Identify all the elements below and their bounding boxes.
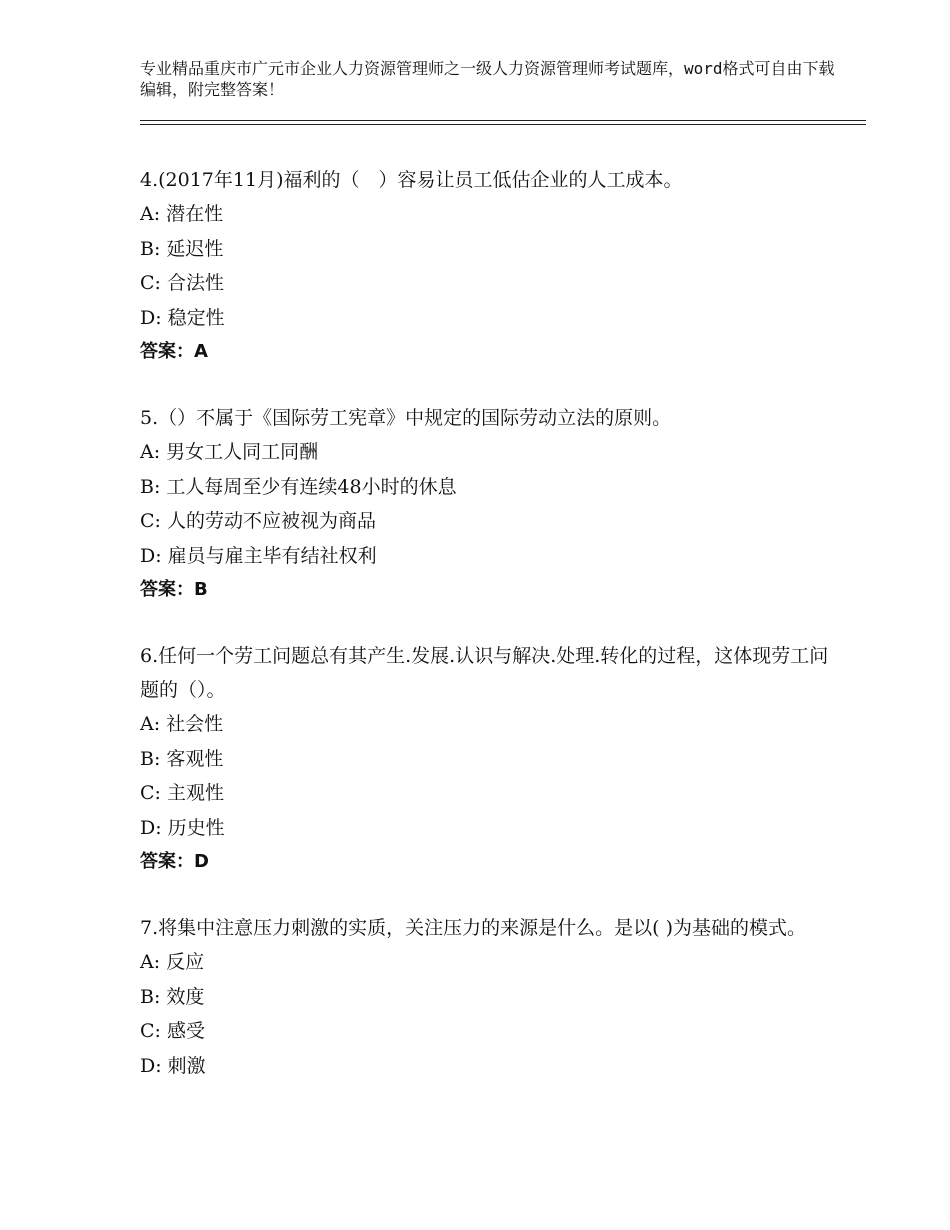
document-header [140, 58, 840, 100]
option-d: D: 雇员与雇主毕有结社权利 [140, 544, 377, 567]
option-c: C: 主观性 [140, 782, 224, 804]
option-c: C: 人的劳动不应被视为商品 [140, 510, 376, 532]
question-text: 4.(2017年11月)福利的（ ）容易让员工低估企业的人工成本。 [140, 169, 683, 191]
option-d: D: 稳定性 [140, 306, 225, 329]
question-text: 6.任何一个劳工问题总有其产生.发展.认识与解决.处理.转化的过程，这体现劳工问题的（）。 [140, 645, 829, 701]
question-text: 5.（）不属于《国际劳工宪章》中规定的国际劳动立法的原则。 [140, 407, 672, 429]
question-4 [140, 163, 830, 369]
answer-label: 答案：B [140, 579, 208, 600]
option-d: D: 刺激 [140, 1054, 206, 1077]
answer-label: 答案：A [140, 341, 208, 362]
question-6 [140, 639, 830, 879]
option-a: A: 反应 [140, 951, 205, 973]
option-a: A: 社会性 [140, 713, 224, 735]
header-divider-top [140, 120, 866, 121]
option-b: B: 效度 [140, 985, 205, 1008]
option-c: C: 感受 [140, 1020, 205, 1042]
option-b: B: 客观性 [140, 747, 224, 770]
option-c: C: 合法性 [140, 272, 224, 294]
answer-label: 答案：D [140, 851, 209, 872]
header-divider-bottom [140, 124, 866, 125]
question-7 [140, 911, 830, 1083]
option-b: B: 延迟性 [140, 237, 224, 260]
option-a: A: 潜在性 [140, 203, 224, 225]
question-text: 7.将集中注意压力刺激的实质，关注压力的来源是什么。是以( )为基础的模式。 [140, 917, 806, 939]
option-a: A: 男女工人同工同酬 [140, 441, 319, 463]
option-b: B: 工人每周至少有连续48小时的休息 [140, 475, 457, 498]
header-title: 专业精品重庆市广元市企业人力资源管理师之一级人力资源管理师考试题库，word格式可自由下载编辑，附完整答案！ [140, 59, 835, 99]
question-5 [140, 401, 830, 607]
question-list [140, 163, 830, 1115]
option-d: D: 历史性 [140, 816, 225, 839]
